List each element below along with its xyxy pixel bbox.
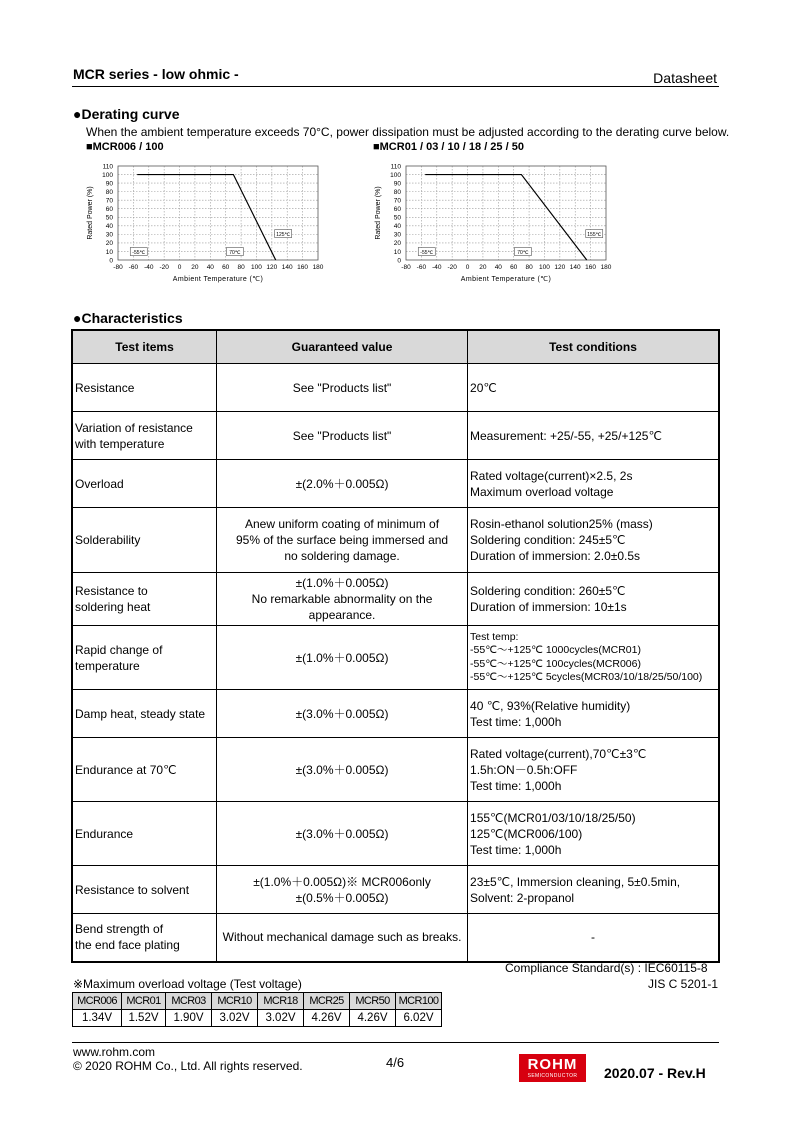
cell-line: 20℃ <box>470 380 497 395</box>
test-item-cell <box>72 914 217 962</box>
model-cell: MCR50 <box>350 993 396 1010</box>
characteristics-table <box>71 329 720 963</box>
x-tick-label: 20 <box>191 264 199 271</box>
y-tick-label: 60 <box>105 206 113 214</box>
x-axis-label: Ambient Temperature (℃) <box>460 276 552 283</box>
voltage-cell: 1.52V <box>122 1010 166 1027</box>
y-tick-label: 40 <box>105 223 113 231</box>
model-cell: MCR01 <box>122 993 166 1010</box>
column-header-test-items: Test items <box>72 330 217 364</box>
cell-line: ±(1.0%＋0.005Ω) <box>295 650 389 665</box>
x-tick-label: -60 <box>128 264 139 271</box>
characteristics-table-body <box>72 364 719 962</box>
x-tick-label: 120 <box>554 264 566 271</box>
table-row <box>72 738 719 802</box>
cell-line: Endurance <box>75 826 134 841</box>
cell-line: Test temp: <box>470 630 519 643</box>
x-tick-label: 40 <box>206 264 214 271</box>
cell-line: Measurement: +25/-55, +25/+125℃ <box>470 428 662 443</box>
y-tick-label: 50 <box>105 214 113 222</box>
cell-line: no soldering damage. <box>284 549 400 563</box>
guaranteed-value-cell <box>217 412 468 460</box>
y-tick-label: 40 <box>393 223 401 231</box>
cell-line: ±(3.0%＋0.005Ω) <box>295 826 389 841</box>
guaranteed-value-cell <box>217 738 468 802</box>
x-axis-label: Ambient Temperature (℃) <box>172 276 264 283</box>
overload-voltage-values-row <box>73 1010 442 1027</box>
test-conditions-cell <box>468 626 719 690</box>
overload-voltage-table <box>72 992 442 1027</box>
compliance-jis: JIS C 5201-1 <box>648 977 719 991</box>
y-tick-label: 110 <box>102 163 113 171</box>
cell-line: No remarkable abnormality on the <box>251 592 433 606</box>
y-tick-label: 100 <box>390 171 401 179</box>
x-tick-label: 80 <box>237 264 245 271</box>
voltage-cell: 3.02V <box>258 1010 304 1027</box>
cell-line: Rosin-ethanol solution25% (mass) <box>470 517 653 531</box>
cell-line: Solderability <box>75 533 141 547</box>
x-tick-label: 180 <box>600 264 612 271</box>
y-tick-label: 30 <box>105 231 113 239</box>
test-item-cell <box>72 460 217 508</box>
chart-2-title: ■MCR01 / 03 / 10 / 18 / 25 / 50 <box>373 141 524 153</box>
x-tick-label: 160 <box>297 264 309 271</box>
test-conditions-cell <box>468 460 719 508</box>
test-item-cell <box>72 738 217 802</box>
voltage-cell: 3.02V <box>212 1010 258 1027</box>
derating-section-title: ●Derating curve <box>73 106 180 122</box>
y-tick-label: 110 <box>390 163 401 171</box>
y-tick-label: 50 <box>393 214 401 222</box>
annotation-label: -55℃ <box>420 250 434 257</box>
cell-line: 155℃(MCR01/03/10/18/25/50) <box>470 810 636 825</box>
voltage-cell: 4.26V <box>304 1010 350 1027</box>
test-item-cell <box>72 508 217 573</box>
cell-line: -55℃～+125℃ 1000cycles(MCR01) <box>470 644 641 656</box>
plot-frame <box>118 166 318 260</box>
cell-line: ±(2.0%＋0.005Ω) <box>295 476 389 491</box>
cell-line: See "Products list" <box>292 428 392 443</box>
doc-type-label: Datasheet <box>653 70 717 86</box>
y-tick-label: 80 <box>393 188 401 196</box>
y-axis-label: Rated Power (%) <box>375 186 382 240</box>
y-tick-label: 0 <box>397 257 401 265</box>
series-title: MCR series - low ohmic - <box>73 66 239 82</box>
x-tick-label: 60 <box>510 264 518 271</box>
y-tick-label: 90 <box>393 180 401 188</box>
cell-line: 125℃(MCR006/100) <box>470 826 583 841</box>
cell-line: ±(3.0%＋0.005Ω) <box>295 762 389 777</box>
overload-voltage-models-row <box>73 993 442 1010</box>
annotation-label: 155℃ <box>587 232 602 239</box>
voltage-cell: 1.34V <box>73 1010 122 1027</box>
test-item-cell <box>72 573 217 626</box>
cell-line: appearance. <box>308 608 376 622</box>
model-cell: MCR006 <box>73 993 122 1010</box>
header-rule <box>72 86 719 87</box>
cell-line: Duration of immersion: 10±1s <box>470 600 627 614</box>
x-tick-label: -20 <box>447 264 457 271</box>
cell-line: Damp heat, steady state <box>75 706 206 721</box>
annotation-label: 70℃ <box>517 250 529 257</box>
x-tick-label: 0 <box>465 264 470 271</box>
compliance-standard: Compliance Standard(s) : IEC60115-8 <box>505 961 708 975</box>
table-row <box>72 690 719 738</box>
test-conditions-cell <box>468 914 719 962</box>
test-conditions-cell <box>468 508 719 573</box>
test-item-cell <box>72 412 217 460</box>
x-tick-label: 100 <box>539 264 550 271</box>
cell-line: - <box>591 930 595 945</box>
guaranteed-value-cell <box>217 690 468 738</box>
model-cell: MCR100 <box>396 993 442 1010</box>
table-row <box>72 802 719 866</box>
y-tick-label: 10 <box>105 248 113 256</box>
y-tick-label: 60 <box>393 206 401 214</box>
voltage-cell: 6.02V <box>396 1010 442 1027</box>
test-item-cell <box>72 802 217 866</box>
cell-line: Endurance at 70℃ <box>75 762 177 777</box>
table-row <box>72 364 719 412</box>
cell-line: temperature <box>75 658 140 673</box>
annotation-label: 70℃ <box>229 250 241 257</box>
model-cell: MCR18 <box>258 993 304 1010</box>
x-tick-label: -80 <box>401 264 411 271</box>
cell-line: Resistance to solvent <box>75 882 190 897</box>
x-tick-label: 80 <box>525 264 533 271</box>
test-conditions-cell <box>468 866 719 914</box>
cell-line: ±(0.5%＋0.005Ω) <box>295 890 389 905</box>
table-row <box>72 460 719 508</box>
guaranteed-value-cell <box>217 460 468 508</box>
test-conditions-cell <box>468 573 719 626</box>
voltage-cell: 4.26V <box>350 1010 396 1027</box>
y-tick-label: 70 <box>105 197 113 205</box>
x-tick-label: -40 <box>432 264 442 271</box>
test-item-cell <box>72 626 217 690</box>
derating-chart-mcr006-100 <box>78 158 333 288</box>
cell-line: soldering heat <box>75 600 151 614</box>
test-conditions-cell <box>468 690 719 738</box>
overload-voltage-title: ※Maximum overload voltage (Test voltage) <box>73 977 302 991</box>
guaranteed-value-cell <box>217 802 468 866</box>
cell-line: -55℃～+125℃ 5cycles(MCR03/10/18/25/50/100) <box>470 671 703 683</box>
guaranteed-value-cell <box>217 626 468 690</box>
revision-label: 2020.07 - Rev.H <box>604 1065 706 1081</box>
derating-description: When the ambient temperature exceeds 70°C, power dissipation must be adjusted according to the derating curve below. <box>86 125 730 139</box>
cell-line: 95% of the surface being immersed and <box>235 533 449 547</box>
test-item-cell <box>72 690 217 738</box>
x-tick-label: 20 <box>479 264 487 271</box>
annotation-label: -55℃ <box>132 250 146 257</box>
cell-line: Solvent: 2-propanol <box>470 890 575 905</box>
cell-line: Variation of resistance <box>75 420 193 435</box>
y-tick-label: 0 <box>109 257 113 265</box>
test-item-cell <box>72 364 217 412</box>
cell-line: ±(3.0%＋0.005Ω) <box>295 706 389 721</box>
x-tick-label: 180 <box>312 264 324 271</box>
cell-line: Duration of immersion: 2.0±0.5s <box>470 549 641 563</box>
x-tick-label: 0 <box>177 264 182 271</box>
cell-line: 1.5h:ON－0.5h:OFF <box>470 762 578 777</box>
column-header-guaranteed-value: Guaranteed value <box>217 330 468 364</box>
cell-line: ±(1.0%＋0.005Ω)※ MCR006only <box>253 874 431 889</box>
cell-line: Maximum overload voltage <box>470 484 614 499</box>
column-header-test-conditions: Test conditions <box>468 330 719 364</box>
test-conditions-cell <box>468 802 719 866</box>
y-tick-label: 20 <box>393 240 401 248</box>
cell-line: Test time: 1,000h <box>470 778 562 793</box>
rohm-logo <box>519 1054 586 1082</box>
table-row <box>72 573 719 626</box>
test-item-cell <box>72 866 217 914</box>
voltage-cell: 1.90V <box>166 1010 212 1027</box>
cell-line: Test time: 1,000h <box>470 842 562 857</box>
y-tick-label: 90 <box>105 180 113 188</box>
footer-copyright: © 2020 ROHM Co., Ltd. All rights reserved. <box>73 1059 303 1073</box>
cell-line: ±(1.0%＋0.005Ω) <box>295 576 389 590</box>
table-row <box>72 412 719 460</box>
cell-line: Without mechanical damage such as breaks. <box>222 930 462 945</box>
table-row <box>72 914 719 962</box>
x-tick-label: 120 <box>266 264 278 271</box>
guaranteed-value-cell <box>217 364 468 412</box>
logo-wordmark: ROHM <box>527 1056 578 1073</box>
x-tick-label: 40 <box>494 264 502 271</box>
x-tick-label: -60 <box>416 264 427 271</box>
x-tick-label: -80 <box>113 264 123 271</box>
y-axis-label: Rated Power (%) <box>87 186 94 240</box>
y-tick-label: 10 <box>393 248 401 256</box>
cell-line: Rated voltage(current),70℃±3℃ <box>470 746 647 761</box>
cell-line: Test time: 1,000h <box>470 714 562 729</box>
cell-line: Anew uniform coating of minimum of <box>244 517 440 531</box>
cell-line: 23±5℃, Immersion cleaning, 5±0.5min, <box>470 874 681 889</box>
guaranteed-value-cell <box>217 866 468 914</box>
cell-line: the end face plating <box>75 938 180 953</box>
cell-line: with temperature <box>75 436 165 451</box>
chart-1-title: ■MCR006 / 100 <box>86 141 164 153</box>
guaranteed-value-cell <box>217 508 468 573</box>
model-cell: MCR25 <box>304 993 350 1010</box>
footer-url: www.rohm.com <box>73 1045 156 1059</box>
model-cell: MCR10 <box>212 993 258 1010</box>
y-tick-label: 80 <box>105 188 113 196</box>
annotation-label: 125℃ <box>276 232 291 239</box>
x-tick-label: -40 <box>144 264 154 271</box>
cell-line: Overload <box>75 476 124 491</box>
cell-line: See "Products list" <box>292 380 392 395</box>
cell-line: Resistance to <box>75 584 148 598</box>
table-row <box>72 866 719 914</box>
cell-line: Rated voltage(current)×2.5, 2s <box>470 468 633 483</box>
y-tick-label: 100 <box>102 171 113 179</box>
y-tick-label: 30 <box>393 231 401 239</box>
cell-line: -55℃～+125℃ 100cycles(MCR006) <box>470 657 641 670</box>
model-cell: MCR03 <box>166 993 212 1010</box>
logo-subtext: SEMICONDUCTOR <box>527 1073 578 1079</box>
guaranteed-value-cell <box>217 914 468 962</box>
test-conditions-cell <box>468 412 719 460</box>
x-tick-label: 140 <box>281 264 293 271</box>
test-conditions-cell <box>468 364 719 412</box>
test-conditions-cell <box>468 738 719 802</box>
y-tick-label: 20 <box>105 240 113 248</box>
cell-line: Soldering condition: 245±5℃ <box>470 533 626 547</box>
y-tick-label: 70 <box>393 197 401 205</box>
x-tick-label: 100 <box>251 264 262 271</box>
cell-line: Bend strength of <box>75 922 164 937</box>
x-tick-label: -20 <box>159 264 169 271</box>
characteristics-section-title: ●Characteristics <box>73 310 183 326</box>
table-row <box>72 508 719 573</box>
cell-line: 40 ℃, 93%(Relative humidity) <box>470 698 631 713</box>
footer-rule <box>72 1042 719 1043</box>
table-row <box>72 626 719 690</box>
derating-chart-mcr01-50 <box>366 158 621 288</box>
guaranteed-value-cell <box>217 573 468 626</box>
page-number: 4/6 <box>386 1055 405 1070</box>
x-tick-label: 60 <box>222 264 230 271</box>
cell-line: Rapid change of <box>75 642 163 657</box>
cell-line: Resistance <box>75 380 135 395</box>
cell-line: Soldering condition: 260±5℃ <box>470 584 626 598</box>
x-tick-label: 160 <box>585 264 597 271</box>
x-tick-label: 140 <box>569 264 581 271</box>
